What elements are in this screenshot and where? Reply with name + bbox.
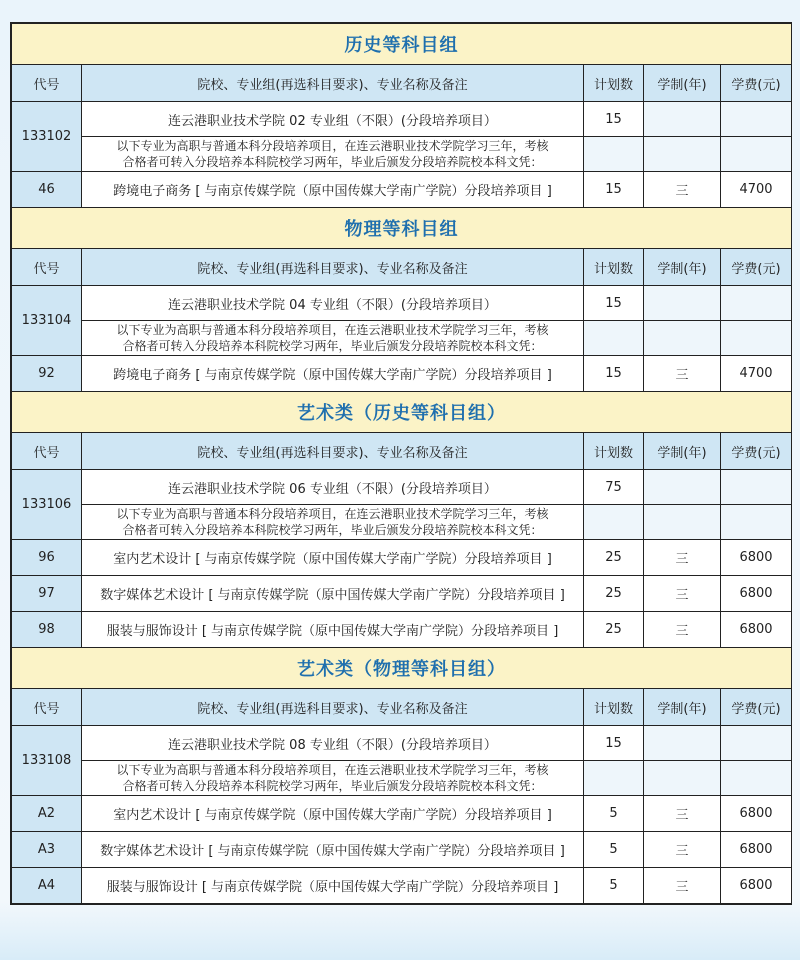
empty-cell (721, 286, 792, 321)
section-title: 艺术类（历史等科目组） (12, 392, 792, 433)
header-years: 学制(年) (644, 65, 721, 102)
major-name: 跨境电子商务 [ 与南京传媒学院（原中国传媒大学南广学院）分段培养项目 ] (82, 172, 584, 208)
header-fee: 学费(元) (721, 65, 792, 102)
program-note-line: 合格者可转入分段培养本科院校学习两年，毕业后颁发分段培养院校本科文凭： (122, 779, 543, 793)
empty-cell (721, 137, 792, 172)
header-desc: 院校、专业组(再选科目要求)、专业名称及备注 (82, 65, 584, 102)
major-plan: 15 (584, 172, 644, 208)
empty-cell (644, 761, 721, 796)
empty-cell (584, 761, 644, 796)
major-code: 97 (12, 576, 82, 612)
major-fee: 6800 (721, 540, 792, 576)
header-desc: 院校、专业组(再选科目要求)、专业名称及备注 (82, 433, 584, 470)
empty-cell (644, 726, 721, 761)
major-plan: 5 (584, 832, 644, 868)
header-fee: 学费(元) (721, 689, 792, 726)
institution-plan: 15 (584, 726, 644, 761)
note-row (12, 761, 792, 796)
major-fee: 6800 (721, 868, 792, 904)
institution-name: 连云港职业技术学院 08 专业组（不限）(分段培养项目） (82, 726, 584, 761)
institution-row (12, 102, 792, 137)
major-fee: 4700 (721, 172, 792, 208)
header-plan: 计划数 (584, 249, 644, 286)
section-title-row (12, 24, 792, 65)
header-desc: 院校、专业组(再选科目要求)、专业名称及备注 (82, 249, 584, 286)
empty-cell (584, 321, 644, 356)
group-code: 133106 (12, 470, 82, 540)
section-title: 物理等科目组 (12, 208, 792, 249)
major-name: 服装与服饰设计 [ 与南京传媒学院（原中国传媒大学南广学院）分段培养项目 ] (82, 868, 584, 904)
section-title-row (12, 208, 792, 249)
empty-cell (721, 102, 792, 137)
major-row (12, 356, 792, 392)
enrollment-table (11, 23, 792, 904)
institution-name: 连云港职业技术学院 06 专业组（不限）(分段培养项目） (82, 470, 584, 505)
major-name: 数字媒体艺术设计 [ 与南京传媒学院（原中国传媒大学南广学院）分段培养项目 ] (82, 832, 584, 868)
empty-cell (644, 470, 721, 505)
section-title-row (12, 392, 792, 433)
major-row (12, 796, 792, 832)
header-years: 学制(年) (644, 249, 721, 286)
major-years: 三 (644, 868, 721, 904)
empty-cell (644, 137, 721, 172)
major-fee: 4700 (721, 356, 792, 392)
group-code: 133104 (12, 286, 82, 356)
major-name: 室内艺术设计 [ 与南京传媒学院（原中国传媒大学南广学院）分段培养项目 ] (82, 796, 584, 832)
program-note (82, 137, 584, 172)
major-code: 46 (12, 172, 82, 208)
section-title: 艺术类（物理等科目组） (12, 648, 792, 689)
institution-plan: 15 (584, 102, 644, 137)
header-plan: 计划数 (584, 433, 644, 470)
background-wave (0, 900, 800, 960)
major-fee: 6800 (721, 796, 792, 832)
program-note-line: 合格者可转入分段培养本科院校学习两年，毕业后颁发分段培养院校本科文凭： (122, 155, 543, 169)
header-plan: 计划数 (584, 689, 644, 726)
institution-name: 连云港职业技术学院 04 专业组（不限）(分段培养项目） (82, 286, 584, 321)
group-code: 133102 (12, 102, 82, 172)
institution-plan: 15 (584, 286, 644, 321)
major-plan: 5 (584, 796, 644, 832)
major-code: 92 (12, 356, 82, 392)
enrollment-table-frame (10, 22, 792, 905)
program-note-line: 以下专业为高职与普通本科分段培养项目，在连云港职业技术学院学习三年，考核 (116, 763, 549, 777)
major-code: A2 (12, 796, 82, 832)
section-title: 历史等科目组 (12, 24, 792, 65)
header-code: 代号 (12, 689, 82, 726)
institution-plan: 75 (584, 470, 644, 505)
institution-row (12, 470, 792, 505)
program-note (82, 505, 584, 540)
header-code: 代号 (12, 249, 82, 286)
major-fee: 6800 (721, 576, 792, 612)
major-years: 三 (644, 832, 721, 868)
empty-cell (644, 286, 721, 321)
header-row (12, 249, 792, 286)
major-row (12, 832, 792, 868)
major-plan: 15 (584, 356, 644, 392)
empty-cell (721, 726, 792, 761)
header-row (12, 65, 792, 102)
program-note-line: 以下专业为高职与普通本科分段培养项目，在连云港职业技术学院学习三年，考核 (116, 139, 549, 153)
section-title-row (12, 648, 792, 689)
institution-row (12, 726, 792, 761)
program-note-line: 合格者可转入分段培养本科院校学习两年，毕业后颁发分段培养院校本科文凭： (122, 339, 543, 353)
empty-cell (584, 505, 644, 540)
empty-cell (721, 470, 792, 505)
major-code: 98 (12, 612, 82, 648)
major-name: 数字媒体艺术设计 [ 与南京传媒学院（原中国传媒大学南广学院）分段培养项目 ] (82, 576, 584, 612)
header-row (12, 689, 792, 726)
institution-row (12, 286, 792, 321)
major-years: 三 (644, 796, 721, 832)
note-row (12, 321, 792, 356)
institution-name: 连云港职业技术学院 02 专业组（不限）(分段培养项目） (82, 102, 584, 137)
program-note-line: 以下专业为高职与普通本科分段培养项目，在连云港职业技术学院学习三年，考核 (116, 507, 549, 521)
major-row (12, 540, 792, 576)
major-row (12, 576, 792, 612)
major-fee: 6800 (721, 832, 792, 868)
major-years: 三 (644, 612, 721, 648)
header-plan: 计划数 (584, 65, 644, 102)
major-name: 跨境电子商务 [ 与南京传媒学院（原中国传媒大学南广学院）分段培养项目 ] (82, 356, 584, 392)
header-desc: 院校、专业组(再选科目要求)、专业名称及备注 (82, 689, 584, 726)
major-fee: 6800 (721, 612, 792, 648)
major-years: 三 (644, 356, 721, 392)
major-code: A3 (12, 832, 82, 868)
empty-cell (721, 321, 792, 356)
major-row (12, 612, 792, 648)
program-note (82, 321, 584, 356)
major-years: 三 (644, 540, 721, 576)
header-code: 代号 (12, 65, 82, 102)
empty-cell (644, 321, 721, 356)
major-row (12, 868, 792, 904)
header-fee: 学费(元) (721, 249, 792, 286)
header-row (12, 433, 792, 470)
header-years: 学制(年) (644, 433, 721, 470)
major-plan: 5 (584, 868, 644, 904)
program-note-line: 以下专业为高职与普通本科分段培养项目，在连云港职业技术学院学习三年，考核 (116, 323, 549, 337)
note-row (12, 137, 792, 172)
major-name: 室内艺术设计 [ 与南京传媒学院（原中国传媒大学南广学院）分段培养项目 ] (82, 540, 584, 576)
major-years: 三 (644, 576, 721, 612)
note-row (12, 505, 792, 540)
major-row (12, 172, 792, 208)
table-body (12, 24, 792, 904)
major-years: 三 (644, 172, 721, 208)
program-note-line: 合格者可转入分段培养本科院校学习两年，毕业后颁发分段培养院校本科文凭： (122, 523, 543, 537)
empty-cell (644, 505, 721, 540)
header-fee: 学费(元) (721, 433, 792, 470)
empty-cell (584, 137, 644, 172)
major-plan: 25 (584, 540, 644, 576)
program-note (82, 761, 584, 796)
empty-cell (721, 761, 792, 796)
major-plan: 25 (584, 612, 644, 648)
group-code: 133108 (12, 726, 82, 796)
major-name: 服装与服饰设计 [ 与南京传媒学院（原中国传媒大学南广学院）分段培养项目 ] (82, 612, 584, 648)
header-years: 学制(年) (644, 689, 721, 726)
empty-cell (644, 102, 721, 137)
header-code: 代号 (12, 433, 82, 470)
major-plan: 25 (584, 576, 644, 612)
major-code: 96 (12, 540, 82, 576)
major-code: A4 (12, 868, 82, 904)
empty-cell (721, 505, 792, 540)
